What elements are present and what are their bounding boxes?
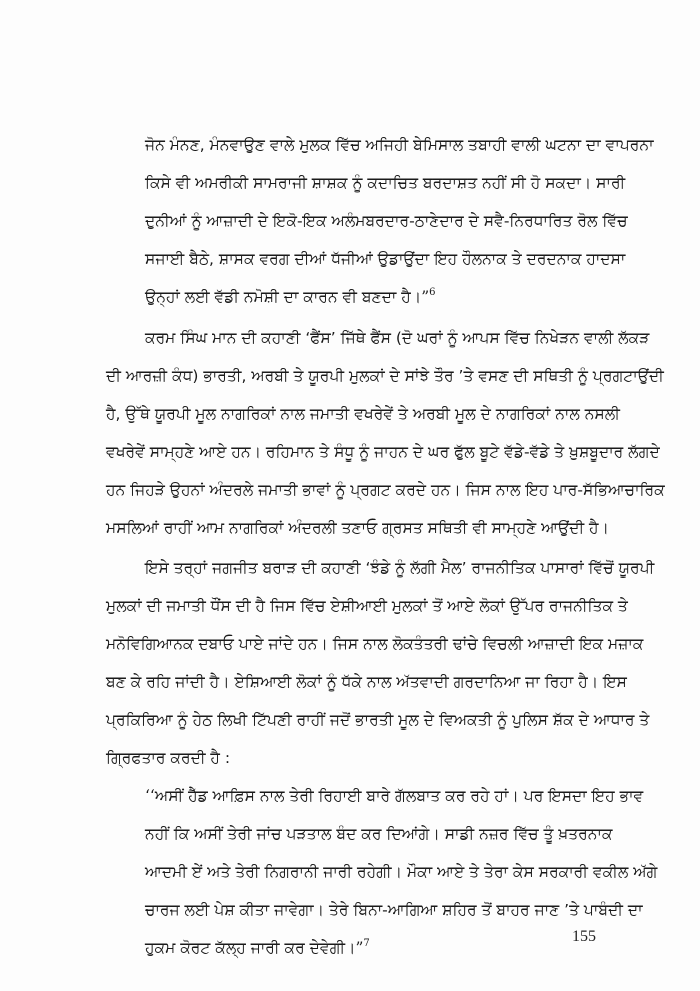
paragraph-first-line: ਕਰਮ ਸਿੰਘ ਮਾਨ ਦੀ ਕਹਾਣੀ ‘ਫੈਂਸ’ ਜਿੱਥੇ ਫੈਂਸ (ਦੋ ਘਰਾਂ ਨੂੰ ਆਪਸ ਵਿੱਚ ਨਿਖੇੜਨ ਵਾਲੀ ਲੱਕੜ — [145, 329, 650, 347]
text-line: ਕਿਸੇ ਵੀ ਅਮਰੀਕੀ ਸਾਮਰਾਜੀ ਸ਼ਾਸ਼ਕ ਨੂੰ ਕਦਾਚਿਤ ਬਰਦਾਸ਼ਤ ਨਹੀਂ ਸੀ ਹੋ ਸਕਦਾ। ਸਾਰੀ — [145, 174, 626, 192]
text: ਅਸੀਂ ਹੈੱਡ ਆਫ਼ਿਸ ਨਾਲ ਤੇਰੀ ਰਿਹਾਈ ਬਾਰੇ ਗੱਲਬਾਤ ਕਰ ਰਹੇ ਹਾਂ। ਪਰ ਇਸਦਾ ਇਹ ਭਾਵ — [154, 787, 644, 805]
text-line: ਸਜਾਈ ਬੈਠੇ, ਸ਼ਾਸਕ ਵਰਗ ਦੀਆਂ ਧੱਜੀਆਂ ਉਡਾਉਂਦਾ ਇਹ ਹੌਲਨਾਕ ਤੇ ਦਰਦਨਾਕ ਹਾਦਸਾ — [145, 250, 626, 268]
opening-quote: ‘‘ — [145, 787, 155, 805]
text-line-last — [145, 287, 597, 307]
text: ਉਨ੍ਹਾਂ ਲਈ ਵੱਡੀ ਨਮੋਸ਼ੀ ਦਾ ਕਾਰਨ ਵੀ ਬਣਦਾ ਹੈ। — [145, 288, 422, 306]
block-quote-line: ਚਾਰਜ ਲਈ ਪੇਸ਼ ਕੀਤਾ ਜਾਵੇਗਾ। ਤੇਰੇ ਬਿਨਾ-ਆਗਿਆ ਸ਼ਹਿਰ ਤੋਂ ਬਾਹਰ ਜਾਣ ’ਤੇ ਪਾਬੰਦੀ ਦਾ — [145, 901, 643, 919]
text-line: ਵਖਰੇਵੇਂ ਸਾਮ੍ਹਣੇ ਆਏ ਹਨ। ਰਹਿਮਾਨ ਤੇ ਸੰਧੂ ਨੂੰ ਜਾਹਨ ਦੇ ਘਰ ਫੁੱਲ ਬੂਟੇ ਵੱਡੇ-ਵੱਡੇ ਤੇ ਖ਼ੁਸ਼ਬੂਦਾਰ ਲੱਗਦੇ — [106, 443, 660, 461]
text-line: ਮਨੋਵਿਗਿਆਨਕ ਦਬਾਓ ਪਾਏ ਜਾਂਦੇ ਹਨ। ਜਿਸ ਨਾਲ ਲੋਕਤੰਤਰੀ ਢਾਂਚੇ ਵਿਚਲੀ ਆਜ਼ਾਦੀ ਇਕ ਮਜ਼ਾਕ — [106, 635, 644, 653]
text-line: ਦੀ ਆਰਜ਼ੀ ਕੰਧ) ਭਾਰਤੀ, ਅਰਬੀ ਤੇ ਯੂਰਪੀ ਮੁਲਕਾਂ ਦੇ ਸਾਂਝੇ ਤੌਰ ’ਤੇ ਵਸਣ ਦੀ ਸਥਿਤੀ ਨੂੰ ਪ੍ਰਗਟਾਉਂਦੀ — [106, 367, 664, 385]
text-line: ਮੁਲਕਾਂ ਦੀ ਜਮਾਤੀ ਧੌਂਸ ਦੀ ਹੈ ਜਿਸ ਵਿੱਚ ਏਸ਼ੀਆਈ ਮੁਲਕਾਂ ਤੋਂ ਆਏ ਲੋਕਾਂ ਉੱਪਰ ਰਾਜਨੀਤਿਕ ਤੇ — [106, 597, 628, 615]
block-quote-line-last — [145, 938, 597, 958]
text-line-last: ਮਸਲਿਆਂ ਰਾਹੀਂ ਆਮ ਨਾਗਰਿਕਾਂ ਅੰਦਰਲੀ ਤਣਾਓ ਗ੍ਰਸਤ ਸਥਿਤੀ ਵੀ ਸਾਮ੍ਹਣੇ ਆਉਂਦੀ ਹੈ। — [106, 519, 610, 537]
text-line: ਜੋਨ ਮੰਨਣ, ਮੰਨਵਾਉਣ ਵਾਲੇ ਮੁਲਕ ਵਿੱਚ ਅਜਿਹੀ ਬੇਮਿਸਾਲ ਤਬਾਹੀ ਵਾਲੀ ਘਟਨਾ ਦਾ ਵਾਪਰਨਾ — [145, 136, 654, 154]
text-line: ਪ੍ਰਕਿਰਿਆ ਨੂੰ ਹੇਠ ਲਿਖੀ ਟਿੱਪਣੀ ਰਾਹੀਂ ਜਦੋਂ ਭਾਰਤੀ ਮੂਲ ਦੇ ਵਿਅਕਤੀ ਨੂੰ ਪੁਲਿਸ ਸ਼ੱਕ ਦੇ ਆਧਾਰ ਤੇ — [106, 711, 650, 729]
text-line: ਹੈ, ਉੱਥੇ ਯੂਰਪੀ ਮੂਲ ਨਾਗਰਿਕਾਂ ਨਾਲ ਜਮਾਤੀ ਵਖਰੇਵੇਂ ਤੇ ਅਰਬੀ ਮੂਲ ਦੇ ਨਾਗਰਿਕਾਂ ਨਾਲ ਨਸਲੀ — [106, 405, 620, 423]
text-line: ਬਣ ਕੇ ਰਹਿ ਜਾਂਦੀ ਹੈ। ਏਸ਼ਿਆਈ ਲੋਕਾਂ ਨੂੰ ਧੱਕੇ ਨਾਲ ਅੱਤਵਾਦੀ ਗਰਦਾਨਿਆ ਜਾ ਰਿਹਾ ਹੈ। ਇਸ — [106, 673, 627, 691]
block-quote-line — [145, 786, 644, 806]
paragraph-first-line: ਇਸੇ ਤਰ੍ਹਾਂ ਜਗਜੀਤ ਬਰਾੜ ਦੀ ਕਹਾਣੀ ‘ਝੰਡੇ ਨੂੰ ਲੱਗੀ ਮੈਲ’ ਰਾਜਨੀਤਿਕ ਪਾਸਾਰਾਂ ਵਿੱਚੋਂ ਯੂਰਪੀ — [145, 559, 655, 577]
text-line: ਹਨ ਜਿਹੜੇ ਉਹਨਾਂ ਅੰਦਰਲੇ ਜਮਾਤੀ ਭਾਵਾਂ ਨੂੰ ਪ੍ਰਗਟ ਕਰਦੇ ਹਨ। ਜਿਸ ਨਾਲ ਇਹ ਪਾਰ-ਸੱਭਿਆਚਾਰਿਕ — [106, 481, 665, 499]
closing-quote: ” — [355, 939, 364, 957]
closing-quote: ” — [421, 288, 430, 306]
text: ਹੁਕਮ ਕੋਰਟ ਕੱਲ੍ਹ ਜਾਰੀ ਕਰ ਦੇਵੇਗੀ। — [145, 939, 356, 957]
block-quote-line: ਆਦਮੀ ਏਂ ਅਤੇ ਤੇਰੀ ਨਿਗਰਾਨੀ ਜਾਰੀ ਰਹੇਗੀ। ਮੌਕਾ ਆਏ ਤੇ ਤੇਰਾ ਕੇਸ ਸਰਕਾਰੀ ਵਕੀਲ ਅੱਗੇ — [145, 863, 658, 881]
page-number: 155 — [572, 928, 596, 945]
text-line-last: ਗ੍ਰਿਫਤਾਰ ਕਰਦੀ ਹੈ : — [106, 749, 231, 767]
text-line: ਦੁਨੀਆਂ ਨੂੰ ਆਜ਼ਾਦੀ ਦੇ ਇਕੋ-ਇਕ ਅਲੰਮਬਰਦਾਰ-ਠਾਣੇਦਾਰ ਦੇ ਸਵੈ-ਨਿਰਧਾਰਿਤ ਰੋਲ ਵਿੱਚ — [145, 212, 628, 230]
footnote-marker[interactable]: 7 — [363, 938, 370, 949]
footnote-marker[interactable]: 6 — [429, 287, 436, 298]
block-quote-line: ਨਹੀਂ ਕਿ ਅਸੀਂ ਤੇਰੀ ਜਾਂਚ ਪੜਤਾਲ ਬੰਦ ਕਰ ਦਿਆਂਗੇ। ਸਾਡੀ ਨਜ਼ਰ ਵਿੱਚ ਤੂੰ ਖ਼ਤਰਨਾਕ — [145, 825, 613, 843]
